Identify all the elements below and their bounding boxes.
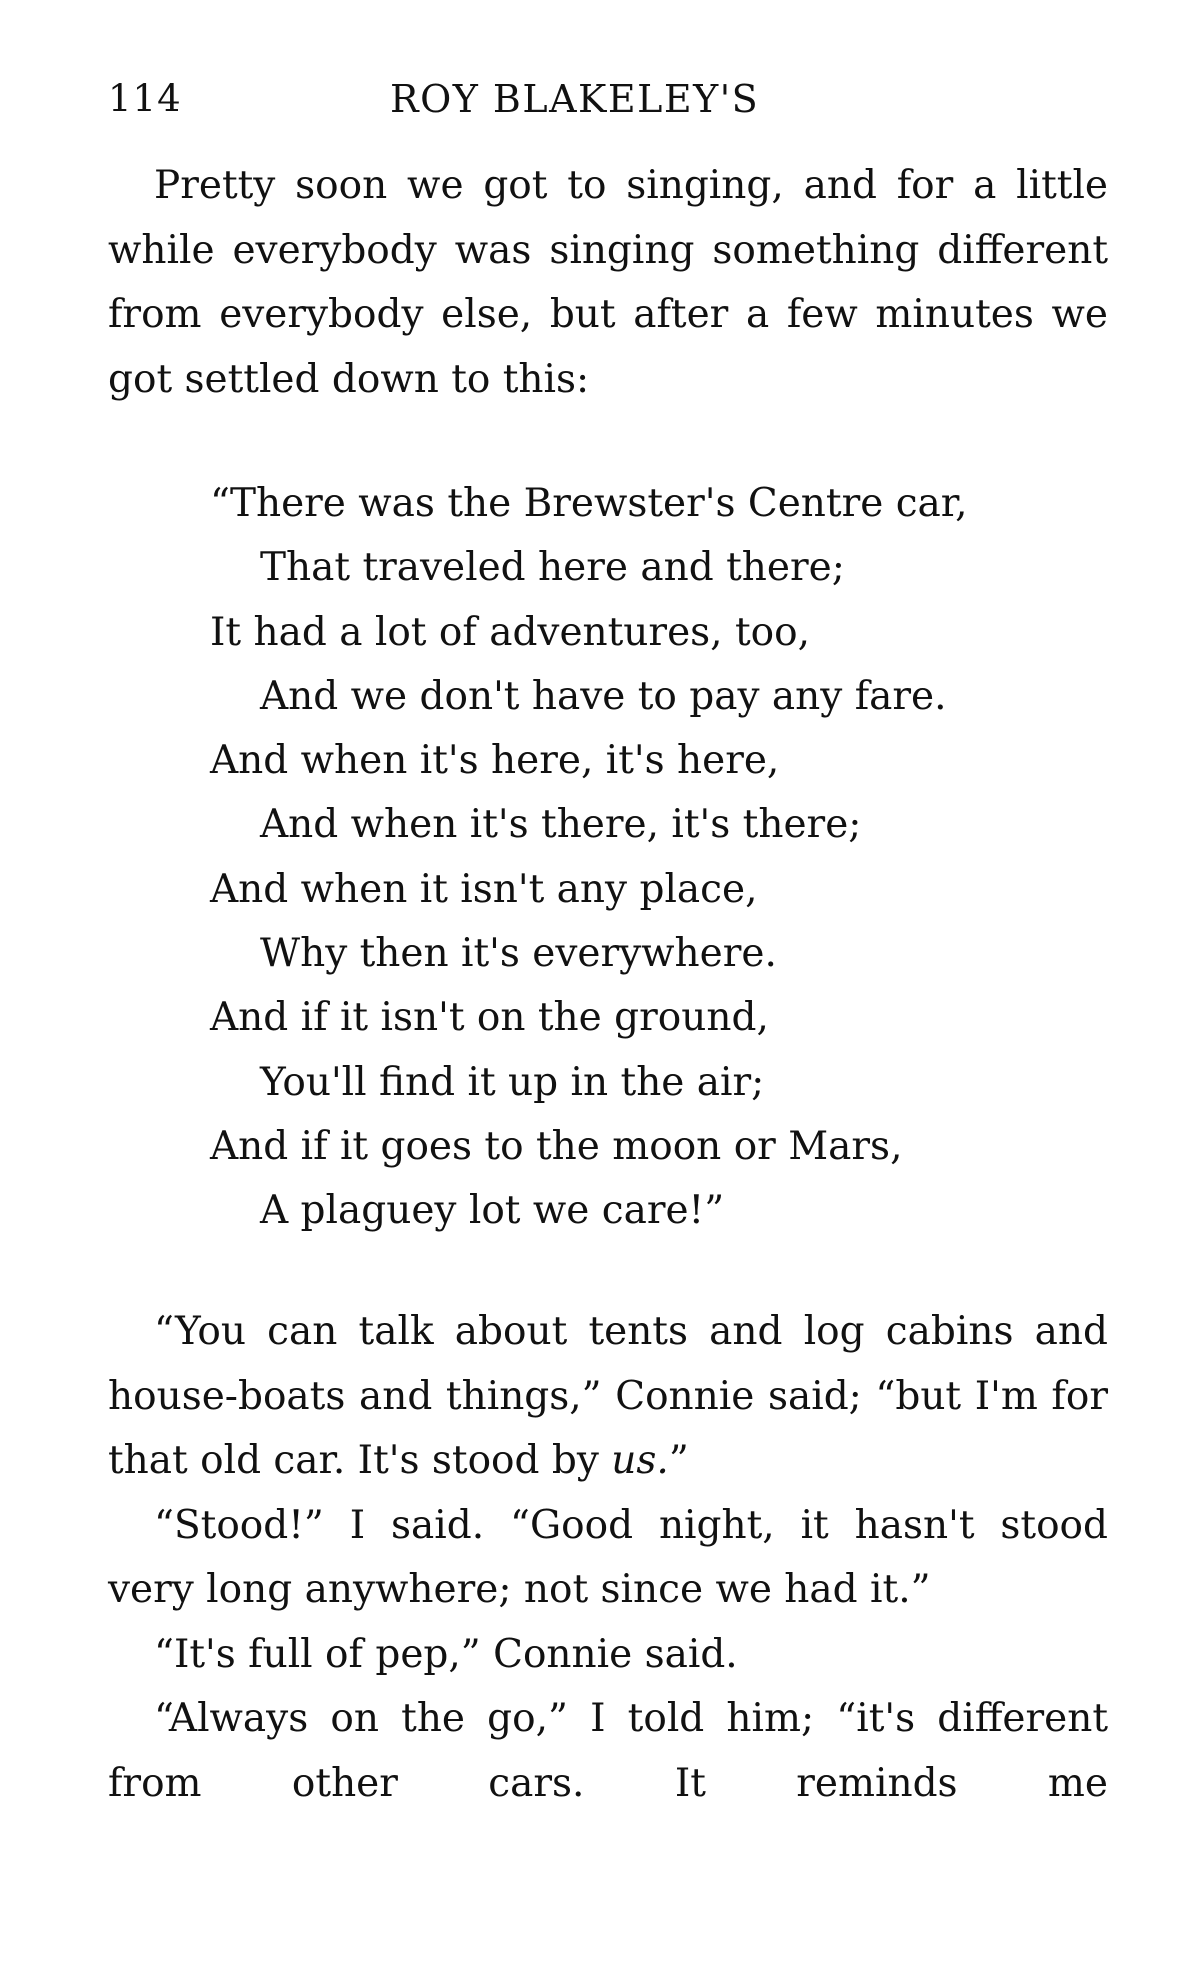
running-title: ROY BLAKELEY'S [390,77,760,121]
poem-line-12: A plaguey lot we care!” [260,1188,725,1234]
opening-paragraph: Pretty soon we got to singing, and for a little while everybody was singing something different from everybody else, but after a few minutes we got settled down to this: [108,163,1108,402]
running-head [108,74,1108,124]
poem [210,472,1110,1244]
poem-line-9: And if it isn't on the ground, [210,995,769,1041]
dialogue-block [108,1300,1108,1816]
poem-line-5: And when it's here, it's here, [210,738,780,784]
poem-line-10: You'll find it up in the air; [260,1059,765,1105]
dialogue-paragraph-1 [108,1300,1108,1494]
poem-line-2: That traveled here and there; [260,545,845,591]
poem-line-7: And when it isn't any place, [210,866,758,912]
poem-line-11: And if it goes to the moon or Mars, [210,1123,903,1169]
poem-line-4: And we don't have to pay any fare. [260,673,947,719]
poem-line-8: Why then it's everywhere. [260,931,777,977]
poem-line-3: It had a lot of adventures, too, [210,609,810,655]
dialogue-paragraph-2: “Stood!” I said. “Good night, it hasn't stood very long anywhere; not since we had it.” [108,1502,1108,1612]
poem-line-6: And when it's there, it's there; [260,802,862,848]
dialogue-1-text: “You can talk about tents and log cabins and house-boats and things,” Connie said; “but I'm for that old car. It's stood by [108,1309,1108,1483]
opening-paragraph-block [108,154,1108,412]
dialogue-paragraph-3: “It's full of pep,” Connie said. [154,1631,738,1677]
poem-line-1: “There was the Brewster's Centre car, [210,481,968,526]
dialogue-paragraph-4: “Always on the go,” I told him; “it's different from other cars. It reminds me [108,1696,1108,1806]
dialogue-1-close-quote: ” [668,1438,689,1483]
dialogue-1-emphasis: us. [611,1438,669,1483]
page-number: 114 [108,77,182,120]
